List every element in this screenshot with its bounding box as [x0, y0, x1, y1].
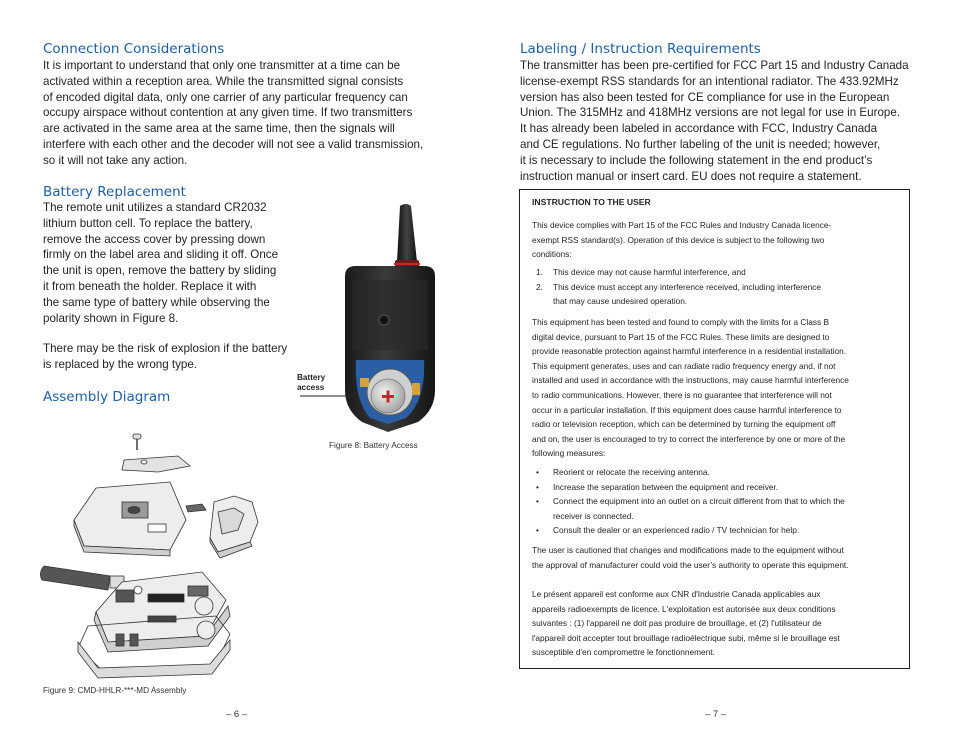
figure9-caption: Figure 9: CMD-HHLR-***-MD Assembly	[43, 686, 187, 695]
text-line: Union. The 315MHz and 418MHz versions are not legal for use in Europe.	[520, 106, 901, 120]
text-line: instruction manual or insert card. EU does not require a statement.	[520, 169, 862, 183]
list-item	[532, 280, 901, 309]
battery-paragraph	[43, 200, 278, 326]
list-item-text: Reorient or relocate the receiving antenna.	[553, 467, 710, 477]
list-item	[532, 480, 901, 495]
list-marker: 1.	[536, 267, 543, 277]
page-number-left: – 6 –	[226, 709, 248, 720]
text-line: l'appareil doit accepter tout brouillage radioélectrique subi, même si le brouillage est	[532, 632, 840, 643]
text-line: polarity shown in Figure 8.	[43, 311, 179, 325]
text-line: of encoded digital data, only one carrier of any particular frequency can	[43, 90, 408, 104]
text-line: Le présent appareil est conforme aux CNR d'Industrie Canada applicables aux	[532, 589, 821, 599]
text-line: susceptible d'en compromettre le fonctionnement.	[532, 647, 715, 658]
list-marker: 2.	[536, 281, 543, 292]
list-item	[532, 265, 901, 280]
text-line: to radio communications. However, there is no guarantee that interference will not	[532, 389, 832, 400]
page-number-right: – 7 –	[705, 709, 727, 720]
assembly-heading: Assembly Diagram	[43, 389, 171, 405]
text-line: installed and used in accordance with the instructions, may cause harmful interference	[532, 375, 849, 386]
text-line: exempt RSS standard(s). Operation of this device is subject to the following two	[532, 234, 825, 245]
labeling-heading: Labeling / Instruction Requirements	[520, 41, 761, 57]
text-line: license-exempt RSS standards for an intentional radiator. The 433.92MHz	[520, 74, 899, 88]
figure8-caption: Figure 8: Battery Access	[329, 441, 418, 450]
list-marker: •	[536, 467, 539, 477]
labeling-paragraph	[520, 58, 909, 184]
text-line: It has already been labeled in accordance with FCC, Industry Canada	[520, 122, 878, 136]
list-marker: •	[536, 481, 539, 492]
list-item	[532, 523, 901, 538]
list-item-text: receiver is connected.	[553, 510, 634, 521]
list-item	[532, 494, 901, 523]
text-line: occupy airspace without contention at any given time. If two transmitters	[43, 106, 413, 120]
list-item-text: This device must accept any interference received, including interference	[553, 281, 821, 292]
text-line: so it will not take any action.	[43, 153, 188, 167]
text-line: it is necessary to include the following statement in the end product’s	[520, 153, 873, 167]
list-item-text: Increase the separation between the equipment and receiver.	[553, 481, 779, 492]
text-line: the approval of manufacturer could void the user’s authority to operate this equipment.	[532, 559, 849, 570]
text-line: the same type of battery while observing the	[43, 295, 270, 309]
text-line: suivantes : (1) l'appareil ne doit pas produire de brouillage, et (2) l'utilisateur de	[532, 618, 822, 629]
text-line: There may be the risk of explosion if the battery	[43, 342, 288, 355]
list-item-text: This device may not cause harmful interference, and	[553, 267, 746, 277]
connection-paragraph	[43, 58, 423, 169]
caution-statement	[532, 543, 901, 572]
text-line: appareils radioexempts de licence. L'exploitation est autorisée aux deux conditions	[532, 603, 836, 614]
text-line: activated within a reception area. While the transmitted signal consists	[43, 74, 404, 88]
text-line: remove the access cover by pressing down	[43, 232, 266, 246]
text-line: firmly on the label area and sliding it off. Once	[43, 248, 279, 262]
list-item-text: that may cause undesired operation.	[553, 296, 688, 307]
text-line: The user is cautioned that changes and modifications made to the equipment without	[532, 545, 844, 555]
instruction-box-title: INSTRUCTION TO THE USER	[532, 197, 651, 207]
text-line: This equipment generates, uses and can radiate radio frequency energy and, if not	[532, 360, 836, 371]
text-line: version has also been tested for CE compliance for use in the European	[520, 90, 890, 104]
text-line: digital device, pursuant to Part 15 of the FCC Rules. These limits are designed to	[532, 331, 830, 342]
list-marker: •	[536, 496, 539, 507]
list-item	[532, 465, 901, 480]
text-line: The transmitter has been pre-certified for FCC Part 15 and Industry Canada	[520, 59, 909, 72]
battery-access-callout: Battery access	[297, 373, 326, 392]
assembly-exploded-diagram	[38, 430, 270, 680]
text-line: radio or television reception, which can be determined by turning the equipment off	[532, 419, 836, 430]
text-line: it from beneath the holder. Replace it with	[43, 279, 257, 293]
text-line: This equipment has been tested and found to comply with the limits for a Class B	[532, 317, 829, 327]
equipment-statement	[532, 315, 901, 461]
transmitter-battery-photo	[290, 200, 450, 435]
text-line: following measures:	[532, 448, 606, 459]
text-line: lithium button cell. To replace the battery,	[43, 216, 253, 230]
list-item-text: Consult the dealer or an experienced radio / TV technician for help.	[553, 525, 800, 536]
text-line: The remote unit utilizes a standard CR2032	[43, 201, 267, 214]
list-marker: •	[536, 525, 539, 536]
text-line: the unit is open, remove the battery by sliding	[43, 264, 277, 278]
measures-list	[532, 465, 901, 538]
battery-heading: Battery Replacement	[43, 184, 186, 200]
text-line: is replaced by the wrong type.	[43, 357, 198, 371]
text-line: provide reasonable protection against harmful interference in a residential installation.	[532, 346, 847, 357]
text-line: are activated in the same area at the same time, then the signals will	[43, 122, 395, 136]
list-item-text: Connect the equipment into an outlet on a circuit different from that to which the	[553, 496, 845, 507]
text-line: It is important to understand that only one transmitter at a time can be	[43, 59, 401, 72]
text-line: conditions:	[532, 249, 572, 260]
text-line: This device complies with Part 15 of the FCC Rules and Industry Canada licence-	[532, 220, 832, 230]
text-line: interfere with each other and the decoder will not see a valid transmission,	[43, 137, 424, 151]
instruction-to-user-box	[519, 189, 910, 669]
text-line: occur in a particular installation. If this equipment does cause harmful interference to	[532, 404, 842, 415]
connection-heading: Connection Considerations	[43, 41, 225, 57]
text-line: and on, the user is encouraged to try to correct the interference by one or more of the	[532, 433, 846, 444]
french-statement	[532, 587, 901, 660]
compliance-intro	[532, 218, 901, 262]
text-line: and CE regulations. No further labeling of the unit is needed; however,	[520, 137, 881, 151]
conditions-list	[532, 265, 901, 309]
battery-warning	[43, 341, 287, 373]
